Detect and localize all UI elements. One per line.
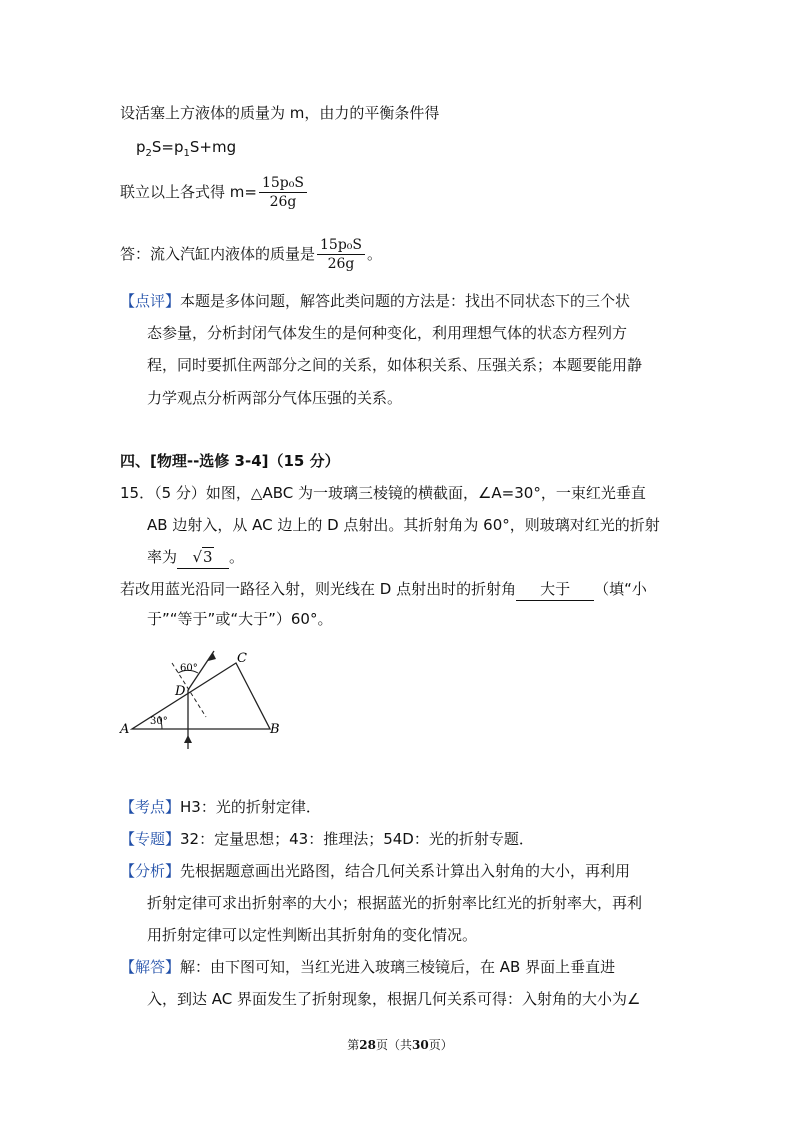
- eq-symbol: p: [136, 138, 146, 156]
- footer-text: 第: [347, 1038, 360, 1052]
- question-text: （填“小: [594, 580, 647, 598]
- eq-symbol: S+mg: [189, 138, 237, 156]
- fenxi-line: [120, 860, 630, 882]
- section-title: 四、[物理--选修 3-4]（15 分）: [120, 452, 340, 470]
- eq-symbol: S=p: [151, 138, 184, 156]
- text-line: 设活塞上方液体的质量为 m，由力的平衡条件得: [120, 104, 440, 122]
- page-number: 28: [359, 1038, 376, 1052]
- label-c: C: [237, 651, 247, 666]
- question-line: AB 边射入，从 AC 边上的 D 点射出。其折射角为 60°，则玻璃对红光的折射: [147, 516, 660, 534]
- review-line: 力学观点分析两部分气体压强的关系。: [147, 389, 403, 407]
- question-line: 于”“等于”或“大于”）60°。: [147, 610, 333, 628]
- footer-text: 页（共: [375, 1038, 412, 1052]
- fenxi-tag: 【分析】: [120, 862, 181, 880]
- label-d: D: [175, 684, 186, 699]
- zhuanti-line: [120, 828, 534, 850]
- question-text: 。: [229, 548, 245, 566]
- label-a: A: [120, 722, 130, 737]
- kaodian-text: H3：光的折射定律．: [180, 798, 321, 816]
- answer-blank-2: 大于: [516, 578, 594, 601]
- arrow-up-icon: [184, 735, 192, 743]
- label-b: B: [270, 722, 280, 737]
- sqrt-expression: √3: [192, 548, 213, 566]
- question-line: [120, 578, 647, 601]
- jieda-text: 解：由下图可知，当红光进入玻璃三棱镜后，在 AB 界面上垂直进: [180, 958, 616, 976]
- review-line: 程，同时要抓住两部分之间的关系，如体积关系、压强关系；本题要能用静: [147, 356, 643, 374]
- fraction-denominator: 26g: [327, 256, 355, 272]
- review-tag: 【点评】: [120, 292, 181, 310]
- question-line: [147, 546, 244, 569]
- fraction-numerator: 15p₀S: [259, 174, 307, 193]
- answer-text: 答：流入汽缸内液体的质量是: [120, 245, 316, 263]
- fraction: [259, 174, 307, 211]
- combine-lhs: m=: [229, 183, 257, 201]
- footer-text: 页）: [428, 1038, 453, 1052]
- zhuanti-tag: 【专题】: [120, 830, 181, 848]
- review-line: 态参量，分析封闭气体发生的是何种变化，利用理想气体的状态方程列方: [147, 324, 628, 342]
- jieda-tag: 【解答】: [120, 958, 181, 976]
- question-number: 15．: [120, 484, 155, 502]
- total-pages: 30: [412, 1038, 429, 1052]
- question-text: 率为: [147, 548, 178, 566]
- fenxi-line: 折射定律可求出折射率的大小；根据蓝光的折射率比红光的折射率大，再利: [147, 894, 643, 912]
- question-text: （5 分）如图，△ABC 为一玻璃三棱镜的横截面，∠A=30°，一束红光垂直: [154, 484, 646, 502]
- zhuanti-text: 32：定量思想；43：推理法；54D：光的折射专题．: [180, 830, 534, 848]
- kaodian-line: [120, 796, 321, 818]
- combine-line: [120, 170, 309, 214]
- kaodian-tag: 【考点】: [120, 798, 181, 816]
- fenxi-line: 用折射定律可以定性判断出其折射角的变化情况。: [147, 926, 478, 944]
- radicand: 3: [203, 548, 213, 566]
- review-line: [120, 290, 630, 312]
- equation-line: [136, 136, 236, 165]
- prism-figure: [110, 645, 310, 755]
- answer-line: [120, 232, 382, 276]
- fraction-numerator: 15p₀S: [317, 236, 365, 255]
- page-footer: [0, 1036, 800, 1053]
- answer-blank-1: [177, 546, 229, 569]
- question-line: [120, 482, 646, 504]
- jieda-line: 入，到达 AC 界面发生了折射现象，根据几何关系可得：入射角的大小为∠: [147, 990, 641, 1008]
- fraction: [317, 236, 365, 273]
- eq-subscript: 1: [183, 148, 190, 159]
- eq-subscript: 2: [145, 148, 152, 159]
- angle-label-d: 60°: [180, 663, 198, 674]
- question-text: 若改用蓝光沿同一路径入射，则光线在 D 点射出时的折射角: [120, 580, 517, 598]
- jieda-line: [120, 956, 615, 978]
- review-text: 本题是多体问题，解答此类问题的方法是：找出不同状态下的三个状: [180, 292, 631, 310]
- answer-suffix: 。: [367, 245, 383, 263]
- angle-label-a: 30°: [150, 716, 168, 727]
- combine-text: 联立以上各式得: [120, 183, 226, 201]
- fenxi-text: 先根据题意画出光路图，结合几何关系计算出入射角的大小，再利用: [180, 862, 631, 880]
- fraction-denominator: 26g: [269, 194, 297, 210]
